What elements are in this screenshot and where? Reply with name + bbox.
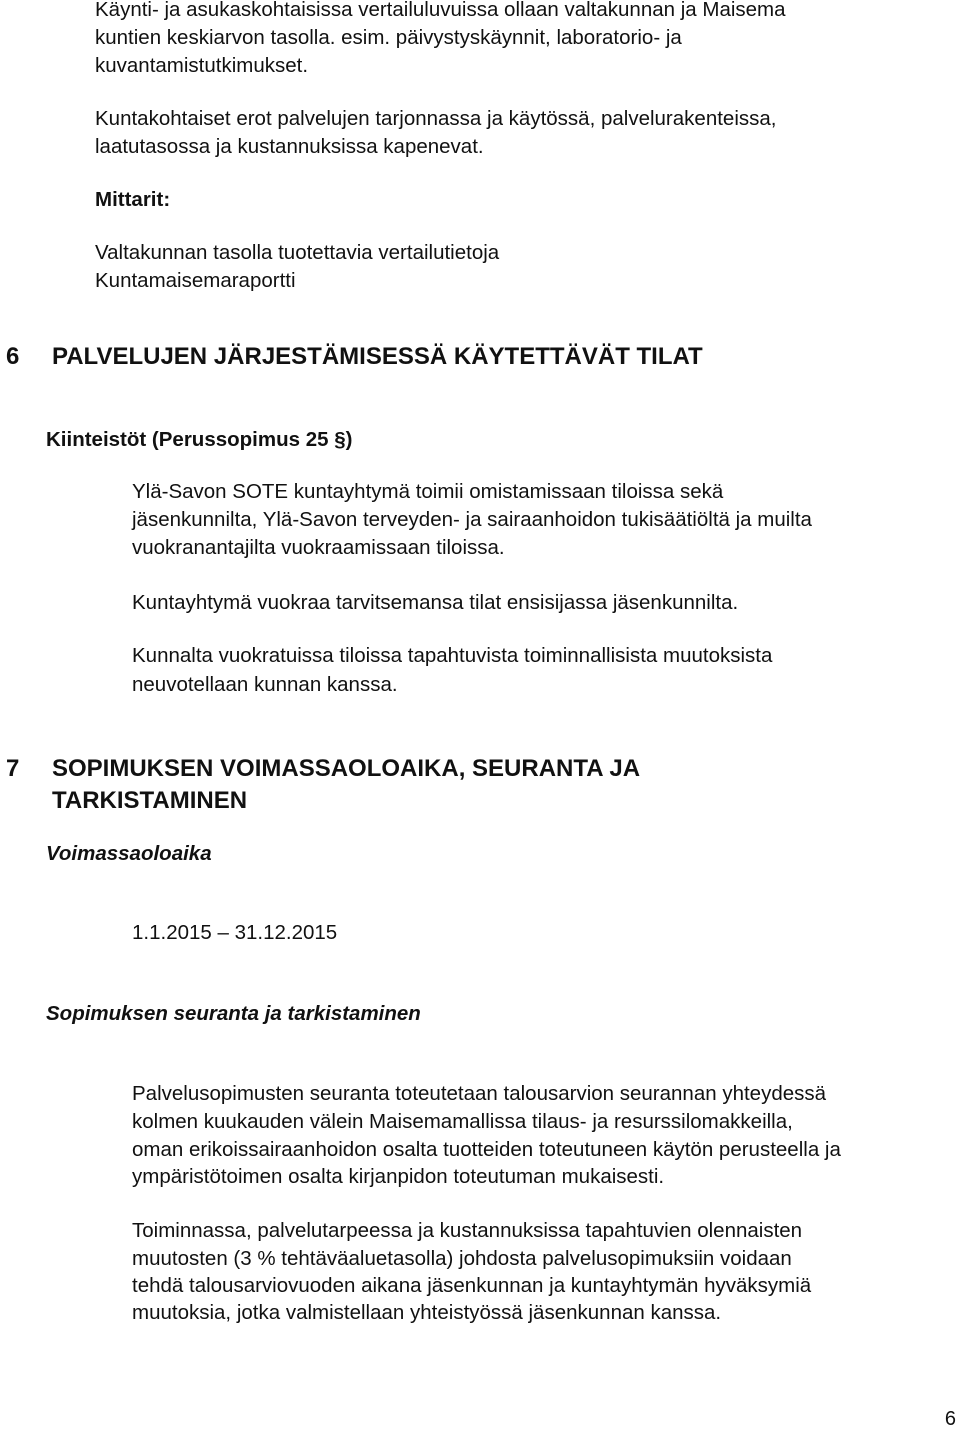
intro-para2-line1: Kuntakohtaiset erot palvelujen tarjonnassa ja käytössä, palvelurakenteissa, xyxy=(95,107,777,130)
section7-number: 7 xyxy=(6,755,20,782)
section7-title-line2: TARKISTAMINEN xyxy=(52,787,248,814)
section7-subheading-voimassaoloaika: Voimassaoloaika xyxy=(46,842,212,865)
mittarit-item: Valtakunnan tasolla tuotettavia vertailutietoja xyxy=(95,241,500,264)
section6-title: PALVELUJEN JÄRJESTÄMISESSÄ KÄYTETTÄVÄT TILAT xyxy=(52,343,703,370)
section6-para1-line3: vuokranantajilta vuokraamissaan tiloissa. xyxy=(132,536,505,559)
section7-heading xyxy=(6,753,906,785)
intro-para1-line3: kuvantamistutkimukset. xyxy=(95,54,309,77)
section7-para1-line2: kolmen kuukauden välein Maisemamallissa tilaus- ja resurssilomakkeilla, xyxy=(132,1110,793,1133)
intro-para1-line1: Käynti- ja asukaskohtaisissa vertailuluvuissa ollaan valtakunnan ja Maisema xyxy=(95,0,786,21)
section6-para1-line2: jäsenkunnilta, Ylä-Savon terveyden- ja sairaanhoidon tukisäätiöltä ja muilta xyxy=(132,508,812,531)
section6-para3-line2: neuvotellaan kunnan kanssa. xyxy=(132,673,398,696)
section7-para1-line3: oman erikoissairaanhoidon osalta tuotteiden toteutuneen käytön perusteella ja xyxy=(132,1138,841,1161)
section7-para2-line3: tehdä talousarviovuoden aikana jäsenkunnan ja kuntayhtymän hyväksymiä xyxy=(132,1274,812,1297)
mittarit-item: Kuntamaisemaraportti xyxy=(95,269,296,292)
section7-para1-line1: Palvelusopimusten seuranta toteutetaan talousarvion seurannan yhteydessä xyxy=(132,1082,827,1105)
section6-heading xyxy=(6,341,906,373)
section6-para2-line1: Kuntayhtymä vuokraa tarvitsemansa tilat ensisijassa jäsenkunnilta. xyxy=(132,591,739,614)
section6-number: 6 xyxy=(6,343,20,370)
section6-para3-line1: Kunnalta vuokratuissa tiloissa tapahtuvista toiminnallisista muutoksista xyxy=(132,644,773,667)
mittarit-heading: Mittarit: xyxy=(95,188,171,211)
section7-period: 1.1.2015 – 31.12.2015 xyxy=(132,921,338,944)
section7-para2-line4: muutoksia, jotka valmistellaan yhteistyössä jäsenkunnan kanssa. xyxy=(132,1301,722,1324)
section7-title-line1: SOPIMUKSEN VOIMASSAOLOAIKA, SEURANTA JA xyxy=(52,755,641,782)
intro-para2-line2: laatutasossa ja kustannuksissa kapenevat. xyxy=(95,135,484,158)
section7-para2-line1: Toiminnassa, palvelutarpeessa ja kustannuksissa tapahtuvien olennaisten xyxy=(132,1219,803,1242)
section6-para1-line1: Ylä-Savon SOTE kuntayhtymä toimii omistamissaan tiloissa sekä xyxy=(132,480,724,503)
section7-para1-line4: ympäristötoimen osalta kirjanpidon toteutuman mukaisesti. xyxy=(132,1165,665,1188)
section6-subheading: Kiinteistöt (Perussopimus 25 §) xyxy=(46,428,353,451)
section7-subheading-seuranta: Sopimuksen seuranta ja tarkistaminen xyxy=(46,1002,421,1025)
page-number: 6 xyxy=(944,1408,956,1430)
intro-para1-line2: kuntien keskiarvon tasolla. esim. päivystyskäynnit, laboratorio- ja xyxy=(95,26,682,49)
section7-para2-line2: muutosten (3 % tehtäväaluetasolla) johdosta palvelusopimuksiin voidaan xyxy=(132,1247,792,1270)
